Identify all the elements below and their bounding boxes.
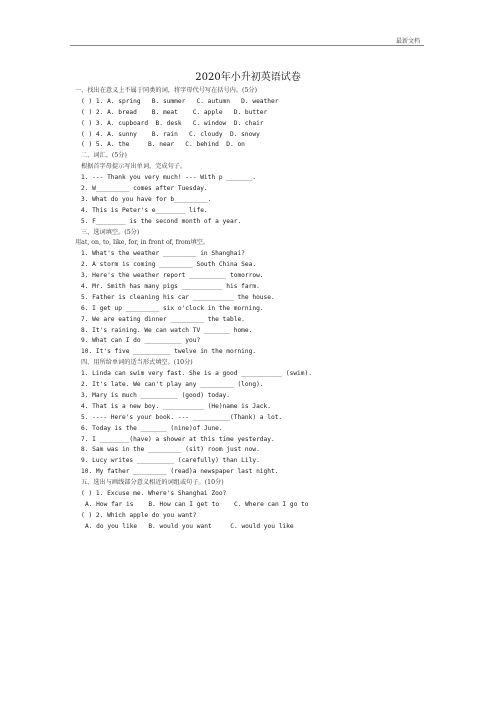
header-divider xyxy=(70,45,424,46)
text-line: 四、用所给单词的适当形式填空。(10分) xyxy=(81,359,193,367)
text-line: ( ) 3. A. cupboard B. desk C. window D. chair xyxy=(81,119,264,127)
text-line: 5. F________ is the second month of a year. xyxy=(81,217,242,225)
text-line: 5. Father is cleaning his car ___________ the house. xyxy=(81,293,275,301)
text-line: 6. Today is the _______ (nine)of June. xyxy=(81,424,223,432)
text-line: 4. This is Peter's e________ life. xyxy=(81,206,208,214)
text-line: ( ) 5. A. the B. near C. behind D. on xyxy=(81,141,245,149)
text-line: 1. --- Thank you very much! --- With p _______. xyxy=(81,174,257,182)
text-line: 7. We are eating dinner _________ the table. xyxy=(81,315,245,323)
text-line: 2. W_________ comes after Tuesday. xyxy=(81,185,208,193)
text-line: 1. What's the weather _________ in Shanghai? xyxy=(81,250,245,258)
text-line: 3. What do you have for b_________. xyxy=(81,195,212,203)
text-line: 10. My father _________ (read)a newspaper last night. xyxy=(81,468,279,476)
text-line: 8. Sam was in the _________ (sit) room just now. xyxy=(81,446,260,454)
text-line: 根据首字母提示写出单词，完成句子。 xyxy=(81,163,187,171)
text-line: 2. A storm is coming _________ South China Sea. xyxy=(81,261,257,269)
text-line: ( ) 2. A. bread B. meat C. apple D. butter xyxy=(81,108,268,116)
document-title: 2020年小升初英语试卷 xyxy=(195,72,301,83)
text-line: 一、找出在意义上不属于同类的词，将字母代号写在括号内。(5分) xyxy=(75,87,258,94)
text-line: 用at, on, to, like, for, in front of, from填空。 xyxy=(75,239,210,247)
text-line: 9. Lucy writes __________ (carefully) than Lily. xyxy=(81,457,260,465)
document-body xyxy=(75,86,425,533)
text-line: 2. It's late. We can't play any _________ (long). xyxy=(81,381,264,389)
text-line: 9. What can I do __________ you? xyxy=(81,337,201,345)
text-line: 五、选出与画线部分意义相近的词组或句子。(10分) xyxy=(81,479,224,487)
text-line: 4. Mr. Smith has many pigs ___________ his farm. xyxy=(81,283,260,291)
text-line: A. How far is B. How can I get to C. Where can I go to xyxy=(85,500,309,508)
text-line: ( ) 1. A. spring B. summer C. autumn D. weather xyxy=(81,97,279,105)
text-line: A. do you like B. would you want C. would you like xyxy=(85,522,294,530)
text-line: 3. Here's the weather report __________ tomorrow. xyxy=(81,272,264,280)
text-line: 三、选词填空。(5分) xyxy=(81,228,140,236)
text-line: 4. That is a new boy. ___________ (He)name is Jack. xyxy=(81,402,271,410)
header-label: 最新文档 xyxy=(395,38,420,45)
text-line: 二、词汇。(5分) xyxy=(81,152,127,160)
text-line: 10. It's five __________ twelve in the morning. xyxy=(81,348,257,356)
text-line: 5. ---- Here's your book. --- __________(Thank) a lot. xyxy=(81,413,283,421)
text-line: ( ) 1. Excuse me. Where's Shanghai Zoo? xyxy=(81,489,227,497)
text-line: ( ) 4. A. sunny B. rain C. cloudy D. snowy xyxy=(81,130,260,138)
text-line: 6. I get up _________ six o'clock in the morning. xyxy=(81,304,264,312)
text-line: 1. Linda can swim very fast. She is a good ___________ (swim). xyxy=(81,370,312,378)
text-line: 7. I ________(have) a shower at this time yesterday. xyxy=(81,435,275,443)
text-line: 3. Mary is much __________ (good) today. xyxy=(81,391,231,399)
text-line: ( ) 2. Which apple do you want? xyxy=(81,511,197,519)
text-line: 8. It's raining. We can watch TV _______ home. xyxy=(81,326,253,334)
